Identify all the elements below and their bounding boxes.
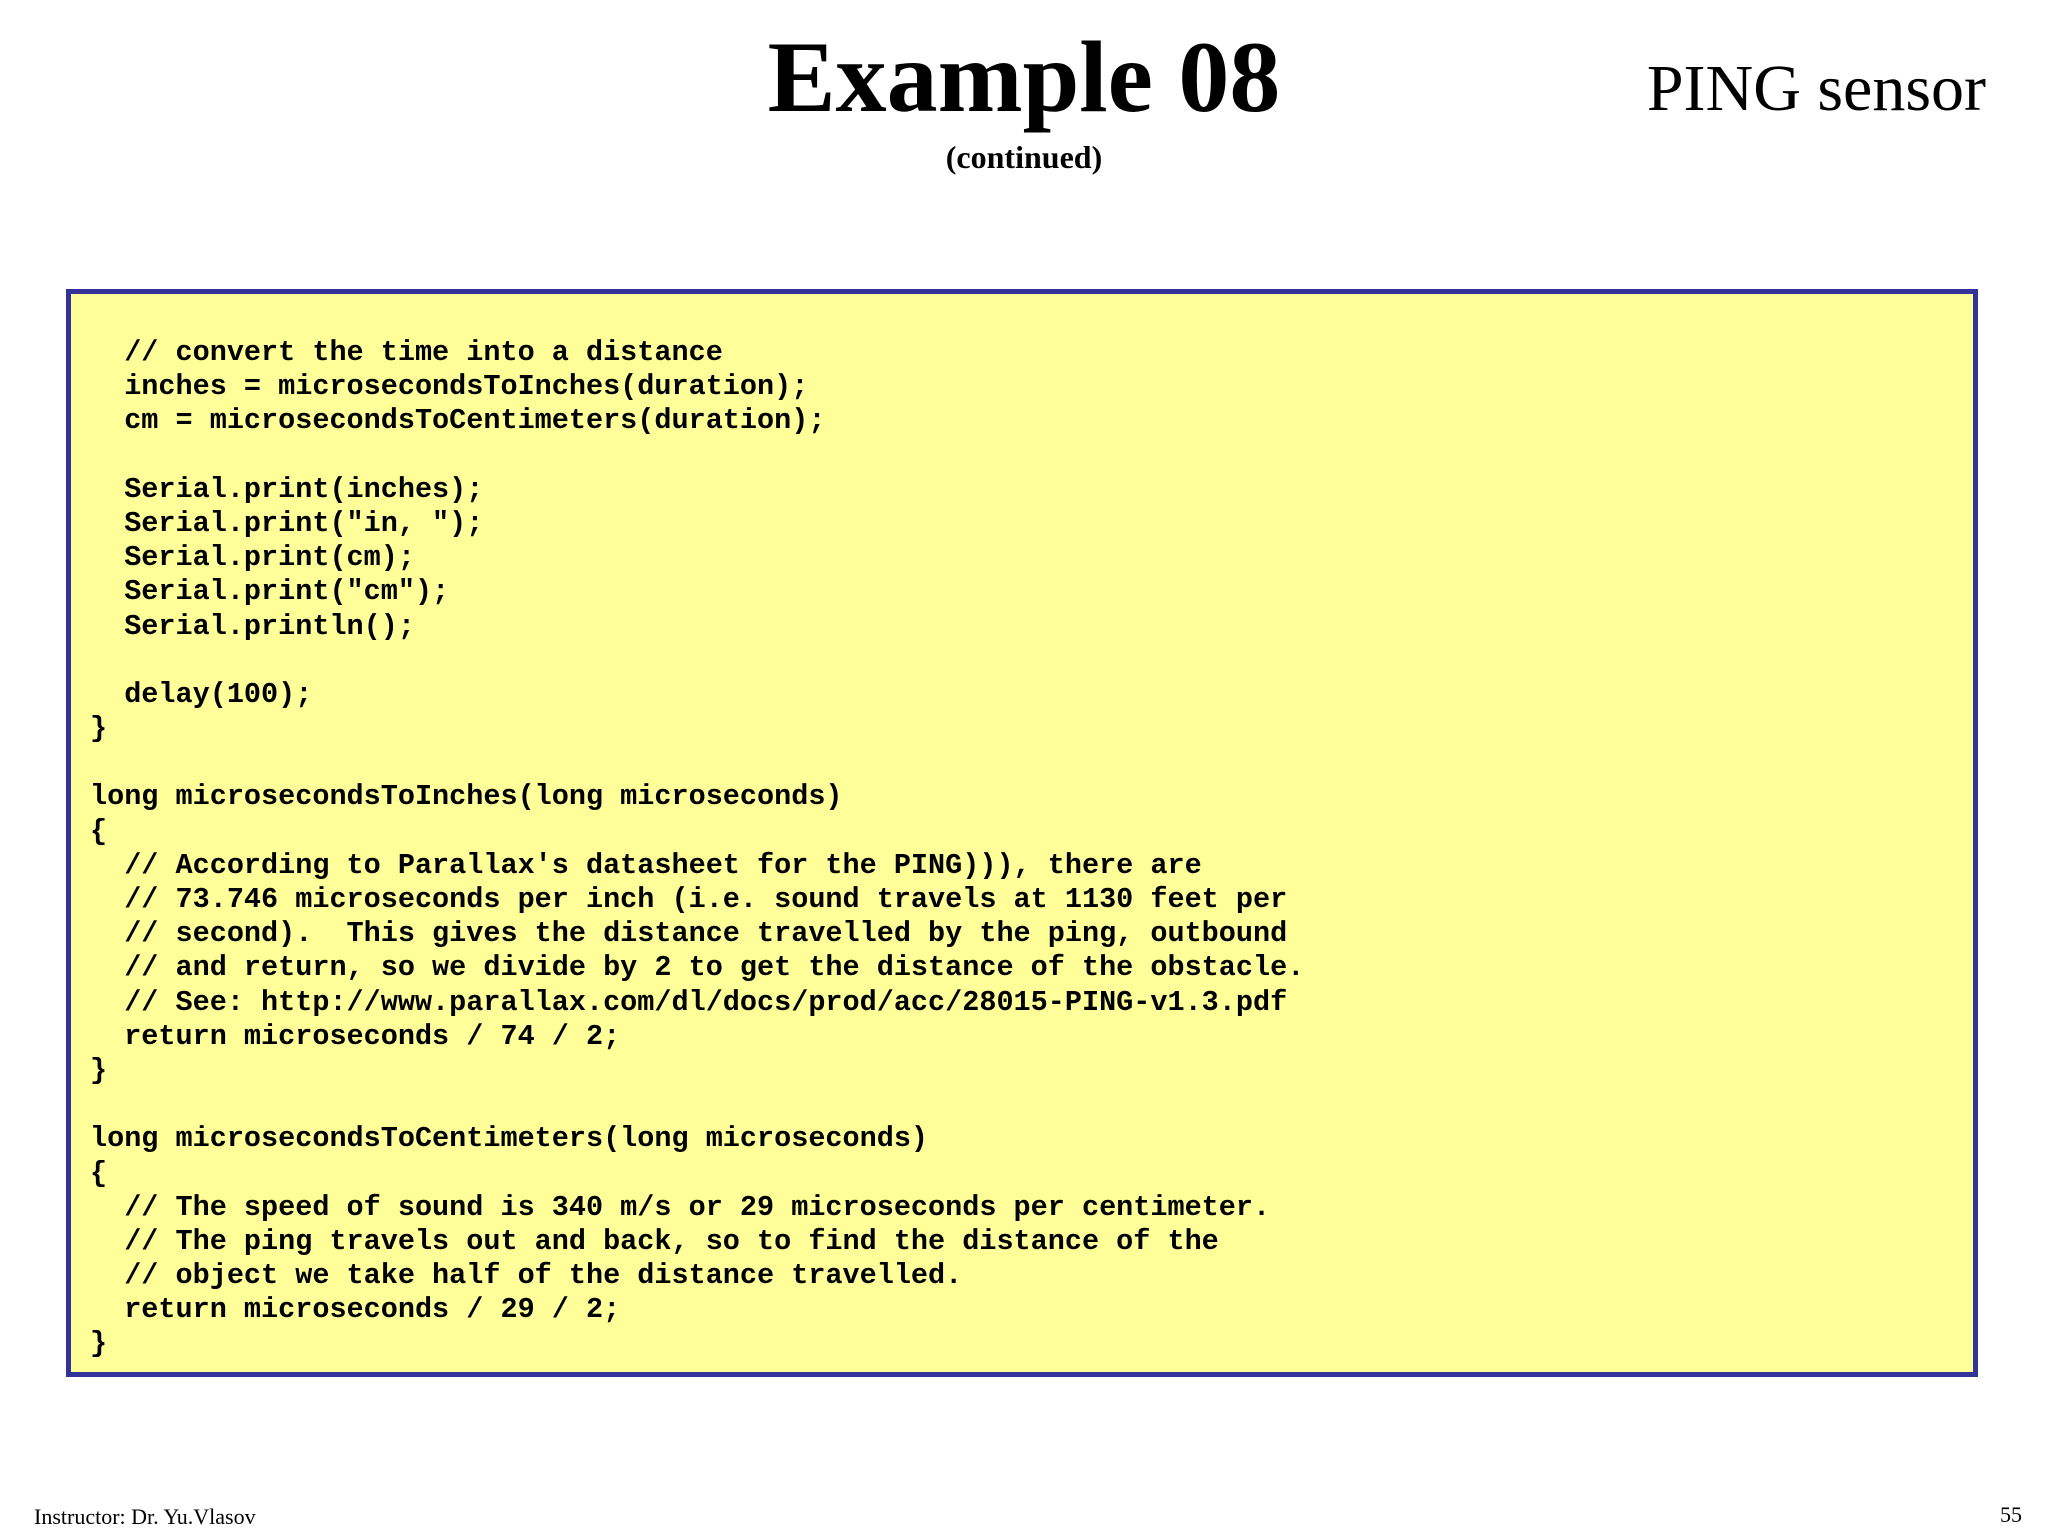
code-line: // The speed of sound is 340 m/s or 29 microseconds per centimeter. [90,1190,1271,1224]
code-line: } [90,1327,108,1361]
code-line: cm = microsecondsToCentimeters(duration); [90,404,826,438]
code-line: long microsecondsToCentimeters(long microseconds) [90,1122,929,1156]
code-line: Serial.print(cm); [90,541,415,575]
code-line: { [90,814,108,848]
slide-topic: PING sensor [1646,52,1986,125]
code-line: // According to Parallax's datasheet for the PING))), there are [90,848,1202,882]
code-line: // convert the time into a distance [90,336,723,369]
code-line: long microsecondsToInches(long microseconds) [90,780,843,814]
slide-subtitle: (continued) [945,139,1103,175]
code-line: // second). This gives the distance travelled by the ping, outbound [90,917,1288,951]
code-box [66,289,1978,1377]
code-line: // See: http://www.parallax.com/dl/docs/prod/acc/28015-PING-v1.3.pdf [90,985,1288,1019]
code-line: { [90,1156,108,1190]
code-line: return microseconds / 29 / 2; [90,1293,621,1327]
code-line: // and return, so we divide by 2 to get the distance of the obstacle. [90,951,1305,985]
code-line [90,1088,1304,1122]
code-line: delay(100); [90,677,313,711]
code-block [90,336,1304,1362]
code-line: inches = microsecondsToInches(duration); [90,370,809,404]
footer-instructor: Instructor: Dr. Yu.Vlasov [34,1504,256,1529]
code-line: Serial.print("cm"); [90,575,450,609]
code-line: // 73.746 microseconds per inch (i.e. sound travels at 1130 feet per [90,883,1288,916]
code-line [90,439,1304,473]
slide-title: Example 08 [767,21,1281,134]
page-number: 55 [2000,1502,2022,1527]
code-line: // The ping travels out and back, so to find the distance of the [90,1224,1219,1258]
code-line: return microseconds / 74 / 2; [90,1019,621,1053]
code-line: Serial.println(); [90,609,415,643]
code-line [90,746,1304,780]
code-line: Serial.print("in, "); [90,506,484,540]
code-line: Serial.print(inches); [90,472,484,506]
code-line: // object we take half of the distance travelled. [90,1259,963,1293]
code-line: } [90,712,108,746]
code-line: } [90,1053,108,1087]
code-line [90,644,1304,678]
